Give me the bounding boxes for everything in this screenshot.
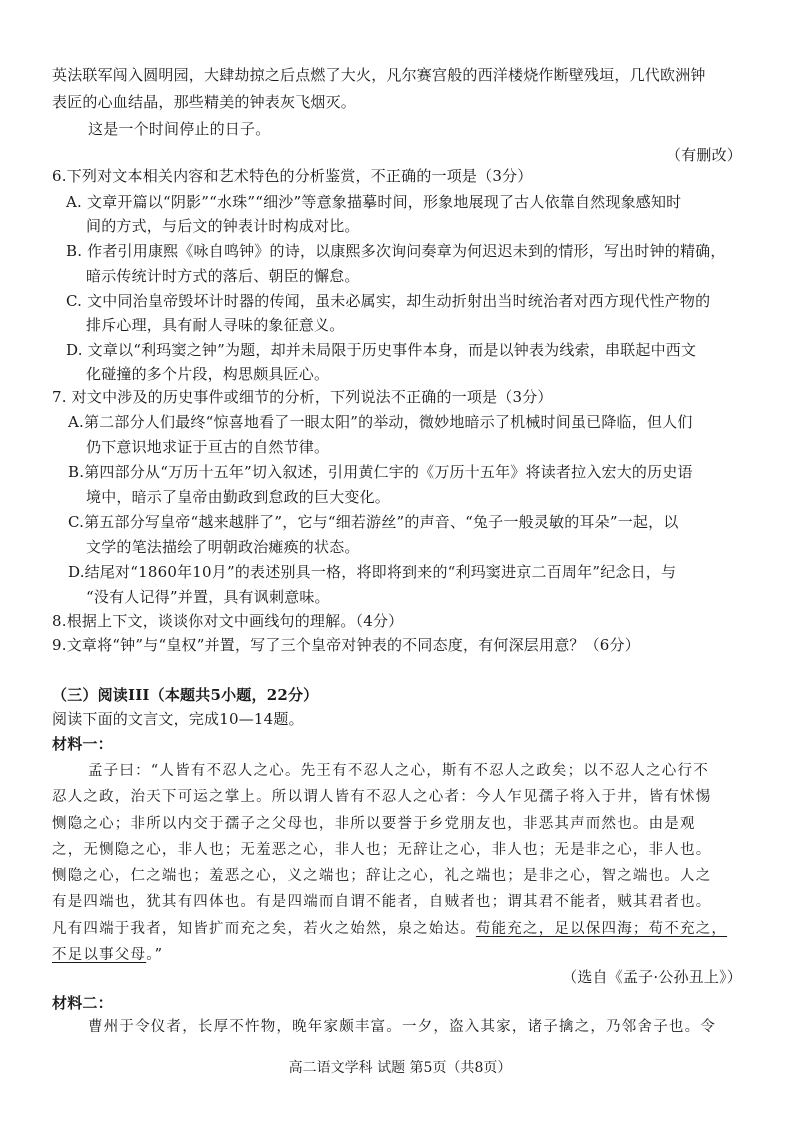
- material-2-label: 材料二：: [52, 994, 113, 1012]
- q7-option-a: A.第二部分人们最终“惊喜地看了一眼太阳”的举动，微妙地暗示了机械时间虽已降临，但人们: [68, 413, 693, 431]
- q6-option-a: A. 文章开篇以“阴影”“水珠”“细沙”等意象描摹时间，形象地展现了古人依靠自然现象感知时: [66, 193, 682, 211]
- q6-option-a-cont: 间的方式，与后文的钟表计时构成对比。: [86, 217, 360, 235]
- page-footer: 高二语文学科 试题 第5页（共8页）: [288, 1060, 512, 1076]
- material-1-line: 有是四端也，犹其有四体也。有是四端而自谓不能者，自贼者也；谓其君不能者，贼其君者也。: [52, 894, 712, 910]
- q7-option-c: C.第五部分写皇帝“越来越胖了”，它与“细若游丝”的声音、“兔子一般灵敏的耳朵”一起，以: [68, 513, 679, 531]
- passage-line: 表匠的心血结晶，那些精美的钟表灰飞烟灭。: [52, 93, 357, 111]
- passage-line: 英法联军闯入圆明园，大肆劫掠之后点燃了大火，凡尔赛宫般的西洋楼烧作断壁残垣，几代欧洲钟: [52, 66, 706, 84]
- material-1-text: 凡有四端于我者，知皆扩而充之矣，若火之始然，泉之始达。: [52, 921, 476, 937]
- section-instruction: 阅读下面的文言文，完成10—14题。: [52, 710, 304, 728]
- material-1-label: 材料一：: [52, 735, 113, 753]
- source-note: （有删改）: [665, 146, 742, 164]
- material-1-line: 之，无恻隐之心，非人也；无羞恶之心，非人也；无辞让之心，非人也；无是非之心，非人也。: [52, 842, 712, 858]
- material-1-source: （选自《孟子·公孙丑上》）: [562, 968, 742, 986]
- material-1-line: 忍人之政，治天下可运之掌上。所以谓人皆有不忍人之心者：今人乍见孺子将入于井，皆有怵惕: [52, 789, 712, 805]
- q7-option-b: B.第四部分从“万历十五年”切入叙述，引用黄仁宇的《万历十五年》将读者拉入宏大的历史语: [68, 463, 693, 481]
- material-1-text: 。”: [146, 947, 164, 963]
- q6-option-c: C. 文中同治皇帝毁坏计时器的传闻，虽未必属实，却生动折射出当时统治者对西方现代性产物的: [66, 292, 711, 310]
- q6-option-b-cont: 暗示传统计时方式的落后、朝臣的懈怠。: [86, 267, 360, 285]
- q7-option-d: D.结尾对“1860年10月”的表述别具一格，将即将到来的“利玛窦进京二百周年”纪念日，与: [68, 563, 677, 581]
- underlined-sentence: 不足以事父母: [52, 947, 147, 963]
- q6-option-d: D. 文章以“利玛窦之钟”为题，却并未局限于历史事件本身，而是以钟表为线索，串联起中西文: [66, 341, 697, 359]
- material-1-line: 恻隐之心，仁之端也；羞恶之心，义之端也；辞让之心，礼之端也；是非之心，智之端也。人之: [52, 868, 712, 884]
- passage-line: 这是一个时间停止的日子。: [88, 120, 271, 138]
- q7-option-c-cont: 文学的笔法描绘了明朝政治瘫痪的状态。: [86, 538, 360, 556]
- q7-option-d-cont: “没有人记得”并置，具有讽刺意味。: [86, 588, 330, 606]
- section-heading: （三）阅读III（本题共5小题，22分）: [52, 686, 319, 704]
- material-1-line: 孟子曰：“人皆有不忍人之心。先王有不忍人之心，斯有不忍人之政矣；以不忍人之心行不: [88, 763, 709, 779]
- q7-option-b-cont: 境中，暗示了皇帝由勤政到怠政的巨大变化。: [86, 488, 391, 506]
- question-6-stem: 6.下列对文本相关内容和艺术特色的分析鉴赏，不正确的一项是（3分）: [52, 167, 533, 185]
- question-8: 8.根据上下文，谈谈你对文中画线句的理解。（4分）: [52, 612, 404, 630]
- q7-option-a-cont: 仍下意识地求证于亘古的自然节律。: [86, 438, 330, 456]
- question-9: 9.文章将“钟”与“皇权”并置，写了三个皇帝对钟表的不同态度，有何深层用意？（6分）: [52, 636, 640, 654]
- underlined-sentence: 苟能充之，足以保四海；苟不充之，: [475, 921, 728, 937]
- material-2-line: 曹州于令仪者，长厚不忤物，晚年家颇丰富。一夕，盗入其家，诸子擒之，乃邻舍子也。令: [88, 1019, 716, 1035]
- question-7-stem: 7. 对文中涉及的历史事件或细节的分析，下列说法不正确的一项是（3分）: [52, 388, 553, 406]
- material-1-line: 恻隐之心；非所以内交于孺子之父母也，非所以要誉于乡党朋友也，非恶其声而然也。由是观: [52, 816, 696, 832]
- q6-option-c-cont: 排斥心理，具有耐人寻味的象征意义。: [86, 316, 345, 334]
- material-1-line: [52, 918, 727, 940]
- material-1-line: [52, 944, 163, 966]
- q6-option-b: B. 作者引用康熙《咏自鸣钟》的诗，以康熙多次询问奏章为何迟迟未到的情形，写出时钟的精确，: [66, 242, 726, 260]
- q6-option-d-cont: 化碰撞的多个片段，构思颇具匠心。: [86, 365, 330, 383]
